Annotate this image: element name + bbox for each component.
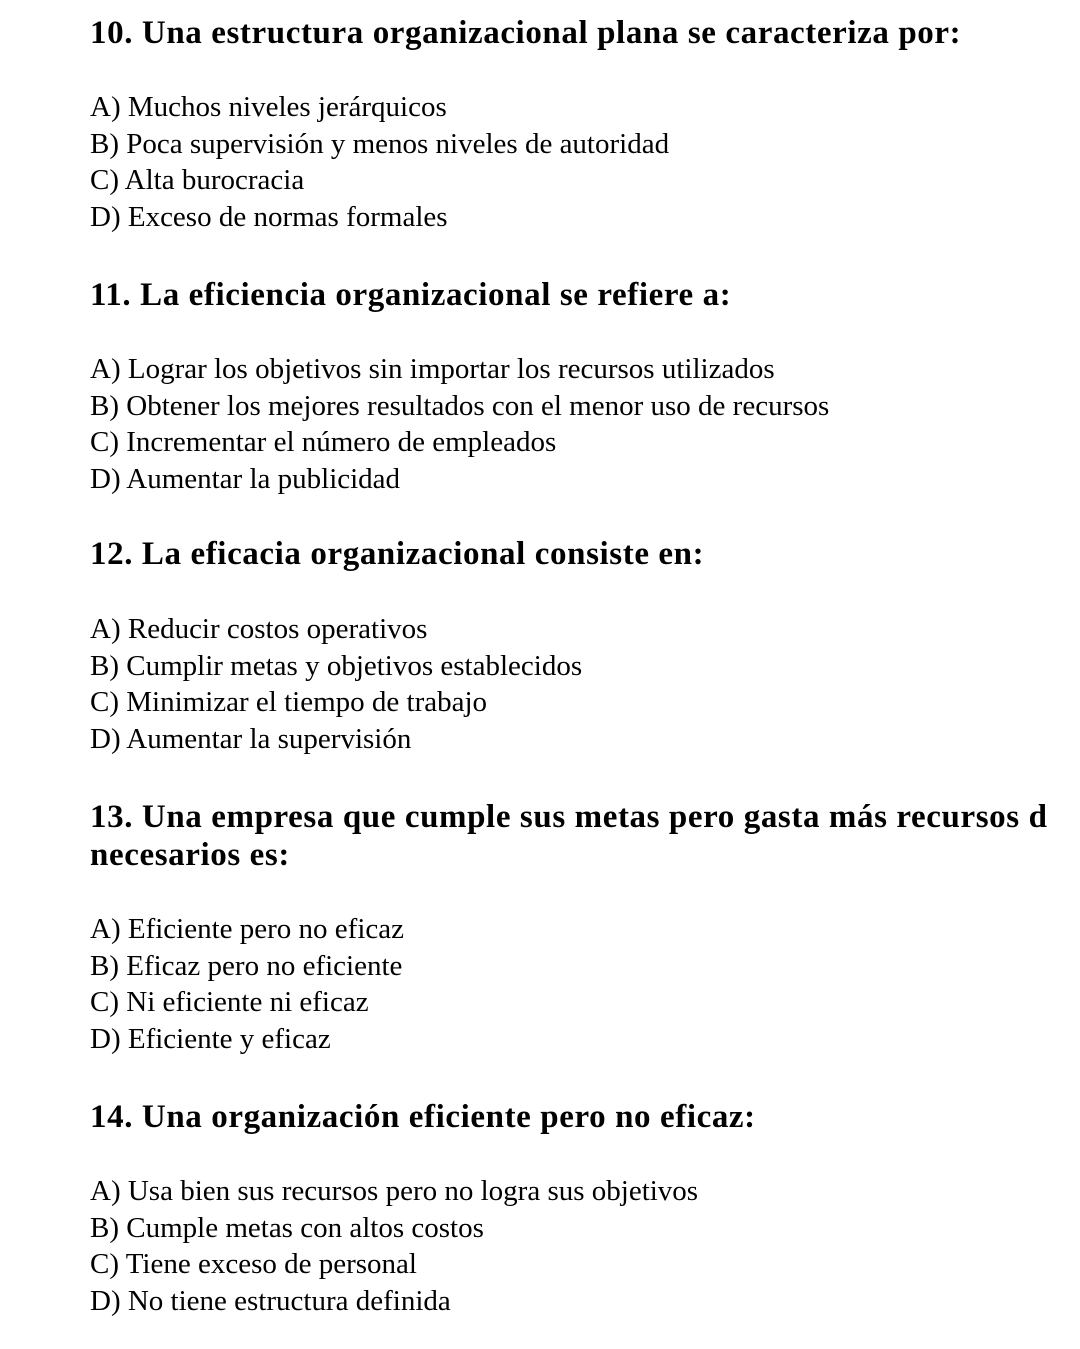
question-14 xyxy=(90,1098,1080,1319)
option-d: D) Aumentar la publicidad xyxy=(90,462,401,495)
question-title-line: 14. Una organización eficiente pero no eficaz: xyxy=(90,1099,756,1135)
answer-options xyxy=(90,611,1080,757)
option-b: B) Poca supervisión y menos niveles de autoridad xyxy=(90,127,670,160)
option-a: A) Muchos niveles jerárquicos xyxy=(90,91,447,123)
option-c: C) Incrementar el número de empleados xyxy=(90,426,557,458)
question-title xyxy=(90,535,1080,573)
option-a: A) Lograr los objetivos sin importar los recursos utilizados xyxy=(90,353,775,385)
question-12 xyxy=(90,535,1080,757)
question-title xyxy=(90,1098,1080,1136)
option-c: C) Alta burocracia xyxy=(90,164,305,196)
option-d: D) Aumentar la supervisión xyxy=(90,722,412,755)
option-c: C) Tiene exceso de personal xyxy=(90,1248,417,1280)
option-a: A) Usa bien sus recursos pero no logra sus objetivos xyxy=(90,1175,699,1207)
option-b: B) Eficaz pero no eficiente xyxy=(90,949,403,982)
question-title-line: 12. La eficacia organizacional consiste en: xyxy=(90,536,705,572)
option-d: D) Eficiente y eficaz xyxy=(90,1022,331,1055)
option-d: D) Exceso de normas formales xyxy=(90,200,448,233)
question-title xyxy=(90,14,1080,52)
option-a: A) Eficiente pero no eficaz xyxy=(90,913,404,945)
option-b: B) Cumple metas con altos costos xyxy=(90,1211,484,1244)
option-b: B) Cumplir metas y objetivos establecidos xyxy=(90,649,583,682)
answer-options xyxy=(90,351,1080,497)
question-10 xyxy=(90,14,1080,235)
question-title-line: 11. La eficiencia organizacional se refiere a: xyxy=(90,277,732,313)
option-c: C) Ni eficiente ni eficaz xyxy=(90,986,369,1018)
option-d: D) No tiene estructura definida xyxy=(90,1284,451,1317)
answer-options xyxy=(90,1173,1080,1319)
answer-options xyxy=(90,911,1080,1057)
option-b: B) Obtener los mejores resultados con el menor uso de recursos xyxy=(90,389,830,422)
question-title-line: necesarios es: xyxy=(90,837,290,873)
question-title-line: 10. Una estructura organizacional plana se caracteriza por: xyxy=(90,15,962,51)
question-13 xyxy=(90,798,1080,1057)
option-c: C) Minimizar el tiempo de trabajo xyxy=(90,686,488,718)
question-title xyxy=(90,276,1080,314)
question-11 xyxy=(90,276,1080,497)
question-title-line: 13. Una empresa que cumple sus metas pero gasta más recursos d xyxy=(90,799,1048,835)
answer-options xyxy=(90,89,1080,235)
option-a: A) Reducir costos operativos xyxy=(90,613,428,645)
question-title xyxy=(90,798,1080,874)
